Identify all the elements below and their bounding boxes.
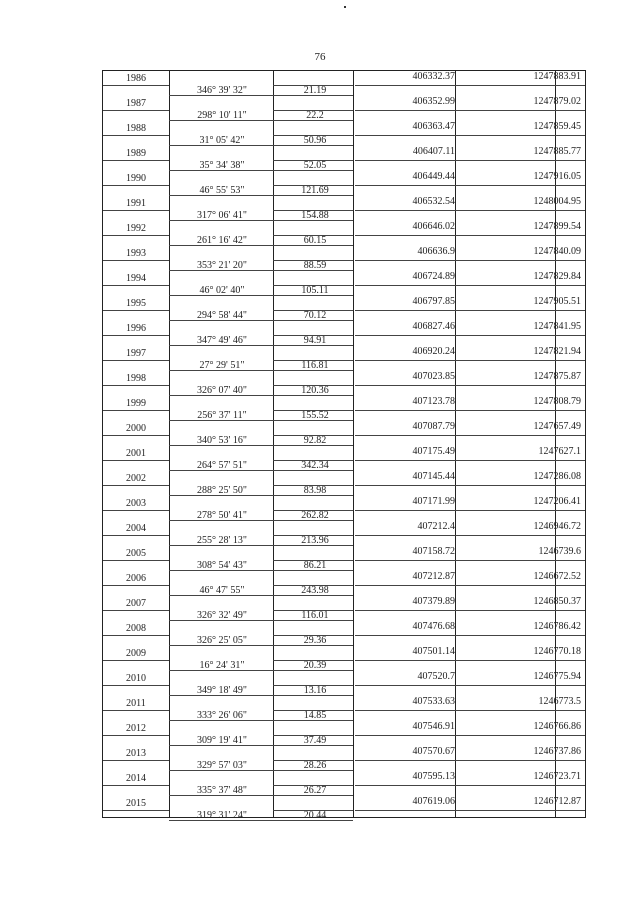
distance-cell: 105.11 — [301, 285, 329, 296]
northing-cell: 1247840.09 — [533, 246, 581, 257]
distance-cell: 154.88 — [301, 210, 329, 221]
row-rule — [103, 485, 169, 486]
easting-cell: 406532.54 — [412, 196, 455, 207]
bearing-cell: 264° 57' 51" — [197, 460, 247, 471]
easting-cell: 407546.91 — [412, 721, 455, 732]
row-rule — [103, 385, 169, 386]
northing-cell: 1247875.87 — [533, 371, 581, 382]
bearing-cell: 353° 21' 20" — [197, 260, 247, 271]
bearing-cell: 317° 06' 41" — [197, 210, 247, 221]
table-row — [103, 446, 585, 471]
station-cell: 2006 — [126, 573, 146, 584]
row-rule — [103, 85, 169, 86]
easting-cell: 407123.78 — [412, 396, 455, 407]
bearing-cell: 333° 26' 06" — [197, 710, 247, 721]
bearing-cell: 326° 32' 49" — [197, 610, 247, 621]
northing-cell: 1247899.54 — [533, 221, 581, 232]
table-row — [103, 771, 585, 796]
bearing-cell: 335° 37' 48" — [197, 785, 247, 796]
northing-cell: 1246775.94 — [533, 671, 581, 682]
table-row — [103, 596, 585, 621]
row-rule — [355, 810, 585, 811]
table-row — [103, 121, 585, 146]
bearing-cell: 256° 37' 11" — [197, 410, 247, 421]
row-rule — [355, 735, 585, 736]
row-rule — [103, 410, 169, 411]
table-row — [103, 71, 585, 96]
bearing-cell: 278° 50' 41" — [197, 510, 247, 521]
row-rule — [355, 260, 585, 261]
row-rule — [103, 360, 169, 361]
distance-cell: 50.96 — [303, 135, 327, 146]
row-rule — [355, 485, 585, 486]
row-rule — [355, 585, 585, 586]
row-rule — [103, 710, 169, 711]
row-rule — [103, 810, 169, 811]
row-rule — [355, 510, 585, 511]
table-row — [103, 796, 585, 821]
row-rule — [103, 210, 169, 211]
row-rule — [355, 135, 585, 136]
distance-cell: 83.98 — [303, 485, 327, 496]
distance-cell: 213.96 — [301, 535, 329, 546]
easting-cell: 407520.7 — [417, 671, 455, 682]
row-rule — [103, 760, 169, 761]
row-rule — [355, 410, 585, 411]
northing-cell: 1247627.1 — [538, 446, 581, 457]
bearing-cell: 326° 07' 40" — [197, 385, 247, 396]
bearing-cell: 31° 05' 42" — [199, 135, 245, 146]
station-cell: 1987 — [126, 98, 146, 109]
northing-cell: 1247905.51 — [533, 296, 581, 307]
bearing-cell: 294° 58' 44" — [197, 310, 247, 321]
station-cell: 2011 — [126, 698, 146, 709]
row-rule — [355, 210, 585, 211]
row-rule — [355, 685, 585, 686]
scan-speck — [344, 6, 346, 8]
bearing-cell: 255° 28' 13" — [197, 535, 247, 546]
table-row — [103, 621, 585, 646]
row-rule — [355, 360, 585, 361]
station-cell: 1989 — [126, 148, 146, 159]
row-rule — [355, 85, 585, 86]
station-cell: 2002 — [126, 473, 146, 484]
bearing-cell: 27° 29' 51" — [199, 360, 245, 371]
table-row — [103, 396, 585, 421]
easting-cell: 407023.85 — [412, 371, 455, 382]
bearing-cell: 346° 39' 32" — [197, 85, 247, 96]
northing-cell: 1247883.91 — [533, 71, 581, 82]
northing-cell: 1246737.86 — [533, 746, 581, 757]
row-rule — [103, 235, 169, 236]
distance-cell: 14.85 — [303, 710, 327, 721]
distance-cell: 20.44 — [303, 810, 327, 821]
station-cell: 2007 — [126, 598, 146, 609]
distance-cell: 29.36 — [303, 635, 327, 646]
northing-cell: 1247916.05 — [533, 171, 581, 182]
table-row — [103, 246, 585, 271]
bearing-cell: 288° 25' 50" — [197, 485, 247, 496]
row-rule — [103, 260, 169, 261]
northing-cell: 1247841.95 — [533, 321, 581, 332]
distance-cell: 13.16 — [303, 685, 327, 696]
easting-cell: 406920.24 — [412, 346, 455, 357]
row-rule — [103, 335, 169, 336]
row-rule — [355, 660, 585, 661]
station-cell: 1998 — [126, 373, 146, 384]
northing-cell: 1246739.6 — [538, 546, 581, 557]
station-cell: 1995 — [126, 298, 146, 309]
bearing-cell: 309° 19' 41" — [197, 735, 247, 746]
row-rule — [355, 460, 585, 461]
easting-cell: 407379.89 — [412, 596, 455, 607]
bearing-cell: 298° 10' 11" — [197, 110, 247, 121]
distance-cell: 86.21 — [303, 560, 327, 571]
station-cell: 2012 — [126, 723, 146, 734]
bearing-cell: 46° 47' 55" — [199, 585, 245, 596]
station-cell: 2015 — [126, 798, 146, 809]
bearing-cell: 261° 16' 42" — [197, 235, 247, 246]
table-row — [103, 471, 585, 496]
distance-cell: 26.27 — [303, 785, 327, 796]
northing-cell: 1247286.08 — [533, 471, 581, 482]
row-rule — [103, 585, 169, 586]
easting-cell: 406449.44 — [412, 171, 455, 182]
row-rule — [103, 135, 169, 136]
row-rule — [103, 535, 169, 536]
station-cell: 1990 — [126, 173, 146, 184]
easting-cell: 407476.68 — [412, 621, 455, 632]
table-row — [103, 146, 585, 171]
station-cell: 2013 — [126, 748, 146, 759]
row-rule — [103, 110, 169, 111]
northing-cell: 1247879.02 — [533, 96, 581, 107]
distance-cell: 342.34 — [301, 460, 329, 471]
row-rule — [355, 310, 585, 311]
row-rule — [103, 160, 169, 161]
row-rule — [103, 310, 169, 311]
easting-cell: 406363.47 — [412, 121, 455, 132]
easting-cell: 407158.72 — [412, 546, 455, 557]
northing-cell: 1246850.37 — [533, 596, 581, 607]
northing-cell: 1246723.71 — [533, 771, 581, 782]
station-cell: 2003 — [126, 498, 146, 509]
table-row — [103, 721, 585, 746]
northing-cell: 1247859.45 — [533, 121, 581, 132]
distance-cell: 121.69 — [301, 185, 329, 196]
distance-cell: 20.39 — [303, 660, 327, 671]
station-cell: 1994 — [126, 273, 146, 284]
station-cell: 1999 — [126, 398, 146, 409]
easting-cell: 407087.79 — [412, 421, 455, 432]
distance-cell: 243.98 — [301, 585, 329, 596]
row-rule — [355, 435, 585, 436]
bearing-cell: 46° 02' 40" — [199, 285, 245, 296]
table-row — [103, 646, 585, 671]
table-row — [103, 746, 585, 771]
table-row — [103, 296, 585, 321]
row-rule — [103, 660, 169, 661]
easting-cell: 407175.49 — [412, 446, 455, 457]
easting-cell: 406332.37 — [412, 71, 455, 82]
station-cell: 2001 — [126, 448, 146, 459]
row-rule — [103, 560, 169, 561]
easting-cell: 406407.11 — [412, 146, 455, 157]
bearing-cell: 46° 55' 53" — [199, 185, 245, 196]
table-row — [103, 321, 585, 346]
northing-cell: 1246766.86 — [533, 721, 581, 732]
distance-cell: 21.19 — [303, 85, 327, 96]
bearing-cell: 16° 24' 31" — [199, 660, 245, 671]
easting-cell: 407595.13 — [412, 771, 455, 782]
distance-cell: 60.15 — [303, 235, 327, 246]
table-row — [103, 421, 585, 446]
northing-cell: 1247885.77 — [533, 146, 581, 157]
row-rule — [355, 335, 585, 336]
station-cell: 1997 — [126, 348, 146, 359]
table-row — [103, 696, 585, 721]
easting-cell: 407570.67 — [412, 746, 455, 757]
row-rule — [355, 385, 585, 386]
table-row — [103, 371, 585, 396]
row-rule — [355, 560, 585, 561]
distance-cell: 116.01 — [301, 610, 329, 621]
station-cell: 2005 — [126, 548, 146, 559]
station-cell: 2004 — [126, 523, 146, 534]
table-row — [103, 521, 585, 546]
northing-cell: 1246946.72 — [533, 521, 581, 532]
northing-cell: 1246712.87 — [533, 796, 581, 807]
distance-cell: 52.05 — [303, 160, 327, 171]
northing-cell: 1246773.5 — [538, 696, 581, 707]
northing-cell: 1246770.18 — [533, 646, 581, 657]
page-number: 76 — [314, 51, 326, 63]
northing-cell: 1247821.94 — [533, 346, 581, 357]
bearing-cell: 347° 49' 46" — [197, 335, 247, 346]
easting-cell: 407501.14 — [412, 646, 455, 657]
row-rule — [103, 285, 169, 286]
bearing-cell: 319° 31' 24" — [197, 810, 247, 821]
table-row — [103, 346, 585, 371]
easting-cell: 407533.63 — [412, 696, 455, 707]
table-row — [103, 221, 585, 246]
table-row — [103, 496, 585, 521]
table-row — [103, 671, 585, 696]
distance-cell: 92.82 — [303, 435, 327, 446]
bearing-cell: 326° 25' 05" — [197, 635, 247, 646]
bearing-cell: 35° 34' 38" — [199, 160, 245, 171]
row-rule — [103, 510, 169, 511]
row-rule — [355, 535, 585, 536]
northing-cell: 1247206.41 — [533, 496, 581, 507]
row-rule — [103, 685, 169, 686]
distance-cell: 116.81 — [301, 360, 329, 371]
row-rule — [355, 610, 585, 611]
row-rule — [355, 185, 585, 186]
easting-cell: 406797.85 — [412, 296, 455, 307]
row-rule — [355, 760, 585, 761]
easting-cell: 406352.99 — [412, 96, 455, 107]
distance-cell: 155.52 — [301, 410, 329, 421]
table-row — [103, 571, 585, 596]
distance-cell: 22.2 — [306, 110, 324, 121]
station-cell: 1993 — [126, 248, 146, 259]
easting-cell: 406646.02 — [412, 221, 455, 232]
easting-cell: 407145.44 — [412, 471, 455, 482]
distance-cell: 120.36 — [301, 385, 329, 396]
row-rule — [103, 610, 169, 611]
easting-cell: 406636.9 — [417, 246, 455, 257]
northing-cell: 1247657.49 — [533, 421, 581, 432]
northing-cell: 1247829.84 — [533, 271, 581, 282]
distance-cell: 94.91 — [303, 335, 327, 346]
station-cell: 2010 — [126, 673, 146, 684]
station-cell: 1991 — [126, 198, 146, 209]
station-cell: 2000 — [126, 423, 146, 434]
row-rule — [355, 785, 585, 786]
easting-cell: 407619.06 — [412, 796, 455, 807]
row-rule — [355, 635, 585, 636]
easting-cell: 407171.99 — [412, 496, 455, 507]
row-rule — [103, 460, 169, 461]
distance-cell: 70.12 — [303, 310, 327, 321]
station-cell: 1986 — [126, 73, 146, 84]
row-rule — [103, 735, 169, 736]
station-cell: 2009 — [126, 648, 146, 659]
northing-cell: 1248004.95 — [533, 196, 581, 207]
easting-cell: 406827.46 — [412, 321, 455, 332]
station-cell: 2008 — [126, 623, 146, 634]
table-row — [103, 171, 585, 196]
row-rule — [355, 160, 585, 161]
row-rule — [103, 785, 169, 786]
row-rule — [103, 435, 169, 436]
table-row — [103, 546, 585, 571]
row-rule — [103, 635, 169, 636]
row-rule — [355, 110, 585, 111]
bearing-cell: 329° 57' 03" — [197, 760, 247, 771]
northing-cell: 1246786.42 — [533, 621, 581, 632]
table-row — [103, 271, 585, 296]
row-rule — [355, 285, 585, 286]
bearing-cell: 308° 54' 43" — [197, 560, 247, 571]
row-rule — [355, 710, 585, 711]
northing-cell: 1246672.52 — [533, 571, 581, 582]
distance-cell: 262.82 — [301, 510, 329, 521]
distance-cell: 88.59 — [303, 260, 327, 271]
bearing-cell: 340° 53' 16" — [197, 435, 247, 446]
station-cell: 1988 — [126, 123, 146, 134]
station-cell: 1992 — [126, 223, 146, 234]
station-cell: 2014 — [126, 773, 146, 784]
row-rule — [103, 185, 169, 186]
distance-cell: 28.26 — [303, 760, 327, 771]
easting-cell: 407212.87 — [412, 571, 455, 582]
northing-cell: 1247808.79 — [533, 396, 581, 407]
traverse-table — [102, 70, 586, 821]
row-rule — [355, 235, 585, 236]
table-row — [103, 196, 585, 221]
easting-cell: 406724.89 — [412, 271, 455, 282]
station-cell: 1996 — [126, 323, 146, 334]
bearing-cell: 349° 18' 49" — [197, 685, 247, 696]
table-row — [103, 96, 585, 121]
distance-cell: 37.49 — [303, 735, 327, 746]
easting-cell: 407212.4 — [417, 521, 455, 532]
